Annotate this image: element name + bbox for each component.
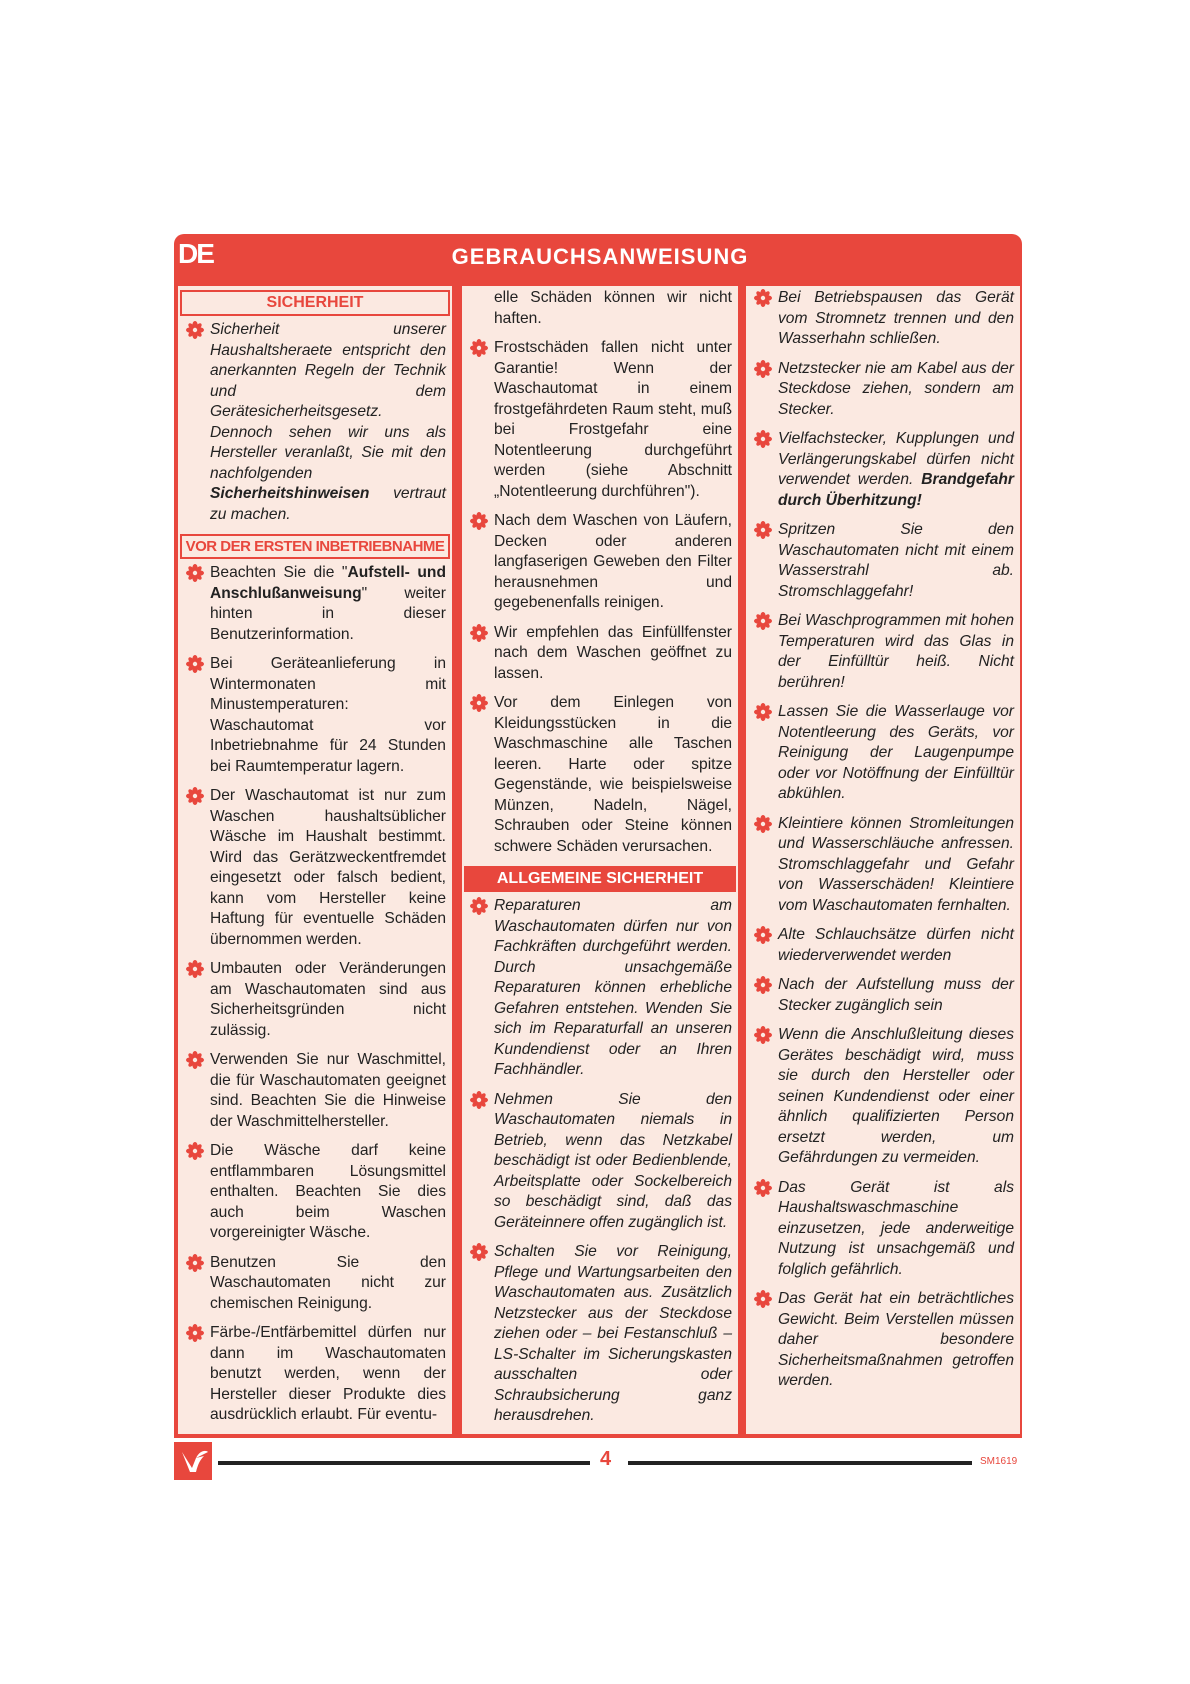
flower-bullet-icon — [186, 655, 204, 673]
flower-bullet-icon — [754, 360, 772, 378]
list-item — [746, 975, 1020, 1016]
item-text: Beachten Sie die " — [210, 564, 348, 581]
flower-bullet-icon — [186, 960, 204, 978]
flower-bullet-icon — [186, 564, 204, 582]
item-bold: Aufstell- und Anschlußanweisung — [210, 564, 446, 602]
page-title: GEBRAUCHSANWEISUNG — [451, 244, 749, 269]
item-text: Verwenden Sie nur Waschmittel, die für Waschautomaten geeignet sind. Beachten Sie die Hinweise der Waschmittelhersteller. — [210, 1051, 446, 1130]
item-text: Färbe-/Entfärbemittel dürfen nur dann im Waschautomaten benutzt werden, wenn der Hersteller dieser Produkte dies ausdrücklich erlaubt. Für eventu- — [210, 1324, 446, 1423]
list-item — [178, 563, 452, 645]
list-item — [178, 786, 452, 950]
column-3 — [746, 286, 1020, 1434]
flower-bullet-icon — [186, 321, 204, 339]
item-text: " weiter hinten in dieser Benutzerinformation. — [210, 584, 446, 643]
list-item — [178, 959, 452, 1041]
flower-bullet-icon — [754, 1179, 772, 1197]
item-text: Bei Waschprogrammen mit hohen Temperaturen wird das Glas in der Einfülltür heiß. Nicht berühren! — [778, 612, 1014, 691]
flower-bullet-icon — [470, 1091, 488, 1109]
list-item — [462, 338, 738, 502]
item-text: Schalten Sie vor Reinigung, Pflege und Wartungsarbeiten den Waschautomaten aus. Zusätzlich Netzstecker aus der Steckdose ziehen oder – bei Festanschluß – LS-Schalter im Sicherungskasten ausschalten oder Schraubsicherung ganz herausdrehen. — [494, 1243, 732, 1424]
flower-bullet-icon — [186, 1142, 204, 1160]
flower-bullet-icon — [754, 521, 772, 539]
section-title-allgemeine-sicherheit: ALLGEMEINE SICHERHEIT — [464, 866, 736, 892]
flower-bullet-icon — [470, 1243, 488, 1261]
item-text: Kleintiere können Stromleitungen und Wasserschläuche anfressen. Stromschlaggefahr und Gefahr von Wasserschäden! Kleintiere vom Waschautomaten fernhalten. — [778, 814, 1014, 914]
list-item — [178, 1323, 452, 1426]
item-text: Frostschäden fallen nicht unter Garantie! Wenn der Waschautomat in einem frostgefährdeten Raum steht, muß bei Frostgefahr eine Notentleerung durchgeführt werden (siehe Abschnitt „Notentleerung durchführen"). — [494, 339, 732, 500]
flower-bullet-icon — [754, 1026, 772, 1044]
item-text: Die Wäsche darf keine entflammbaren Lösungsmittel enthalten. Beachten Sie dies auch beim Waschen vorgereinigter Wäsche. — [210, 1142, 446, 1241]
footer-rule-right — [628, 1461, 972, 1465]
list-item — [462, 623, 738, 685]
flower-bullet-icon — [754, 430, 772, 448]
list-item — [178, 654, 452, 777]
brand-logo-icon — [174, 1442, 212, 1480]
item-text: Netzstecker nie am Kabel aus der Steckdose ziehen, sondern am Stecker. — [778, 359, 1014, 418]
list-item — [462, 896, 738, 1081]
list-item — [746, 1025, 1020, 1169]
language-code: DE — [178, 238, 213, 269]
list-item — [178, 1253, 452, 1315]
list-item — [746, 429, 1020, 511]
flower-bullet-icon — [754, 1290, 772, 1308]
list-item — [746, 702, 1020, 805]
item-text: Das Gerät ist als Haushaltswaschmaschine einzusetzen, jede anderweitige Nutzung ist unsachgemäß und folglich gefährlich. — [778, 1178, 1014, 1278]
list-item — [462, 1242, 738, 1427]
intro-text: Sicherheit unserer Haushaltsheraete entspricht den anerkannten Regeln der Technik und dem Gerätesicherheitsgesetz. Dennoch sehen wir uns als Hersteller veranlaßt, Sie mit den nachfolgenden — [210, 321, 446, 482]
list-item — [746, 520, 1020, 602]
item-text: Vor dem Einlegen von Kleidungsstücken in die Waschmaschine alle Taschen leeren. Harte oder spitze Gegenstände, wie beispielsweise Münzen, Nadeln, Nägel, Schrauben oder Steine können schwere Schäden verursachen. — [494, 694, 732, 855]
list-item — [746, 359, 1020, 421]
flower-bullet-icon — [186, 1324, 204, 1342]
item-text: elle Schäden können wir nicht haften. — [494, 289, 732, 327]
flower-bullet-icon — [754, 926, 772, 944]
list-item — [746, 611, 1020, 693]
section-title-erste-inbetriebnahme: VOR DER ERSTEN INBETRIEBNAHME — [180, 534, 450, 559]
item-text: Das Gerät hat ein beträchtliches Gewicht. Beim Verstellen müssen daher besondere Sicherheitsmaßnahmen getroffen werden. — [778, 1290, 1014, 1389]
item-text: Nach dem Waschen von Läufern, Decken oder anderen langfaserigen Geweben den Filter herausnehmen und gegebenenfalls reinigen. — [494, 512, 732, 611]
list-item — [462, 1090, 738, 1234]
document-code: SM1619 — [980, 1456, 1018, 1467]
flower-bullet-icon — [754, 815, 772, 833]
column-2 — [462, 286, 738, 1434]
list-item — [462, 693, 738, 857]
item-text: Reparaturen am Waschautomaten dürfen nur von Fachkräften durchgeführt werden. Durch unsachgemäße Reparaturen können erhebliche Gefahren entstehen. Wenden Sie sich im Reparaturfall an unseren Kundendienst oder an Ihren Fachhändler. — [494, 897, 732, 1078]
item-text: Spritzen Sie den Waschautomaten nicht mit einem Wasserstrahl ab. Stromschlaggefahr! — [778, 521, 1014, 600]
flower-bullet-icon — [470, 624, 488, 642]
item-text: Umbauten oder Veränderungen am Waschautomaten sind aus Sicherheitsgründen nicht zulässig. — [210, 960, 446, 1039]
list-item — [746, 1178, 1020, 1281]
footer-rule-left — [218, 1461, 590, 1465]
page-number: 4 — [600, 1448, 612, 1470]
list-item-continued — [462, 288, 738, 329]
intro-bold: Sicherheitshinweisen — [210, 485, 370, 502]
flower-bullet-icon — [470, 512, 488, 530]
item-text: Vielfachstecker, Kupplungen und Verlängerungskabel dürfen nicht verwendet werden. — [778, 430, 1014, 488]
item-text: Der Waschautomat ist nur zum Waschen haushaltsüblicher Wäsche im Haushalt bestimmt. Wird das Gerätzweckentfremdet eingesetzt oder falsch bedient, kann vom Hersteller keine Haftung für eventuelle Schäden übernommen werden. — [210, 787, 446, 948]
item-text: Lassen Sie die Wasserlauge vor Notentleerung des Geräts, vor Reinigung der Laugenpumpe oder vor Notöffnung der Einfülltür abkühlen. — [778, 703, 1014, 802]
list-item — [746, 288, 1020, 350]
column-1 — [178, 286, 452, 1434]
item-text: Benutzen Sie den Waschautomaten nicht zur chemischen Reinigung. — [210, 1253, 446, 1312]
flower-bullet-icon — [470, 694, 488, 712]
list-item — [746, 925, 1020, 966]
flower-bullet-icon — [470, 339, 488, 357]
intro-end: vertraut zu machen. — [210, 485, 446, 523]
item-text: Nehmen Sie den Waschautomaten niemals in Betrieb, wenn das Netzkabel beschädigt ist oder Bedienblende, Arbeitsplatte oder Sockelbereich so beschädigt sind, daß das Geräteinnere offen zugänglich ist. — [494, 1090, 732, 1231]
flower-bullet-icon — [754, 976, 772, 994]
flower-bullet-icon — [754, 289, 772, 307]
flower-bullet-icon — [470, 897, 488, 915]
item-text: Bei Betriebspausen das Gerät vom Stromnetz trennen und den Wasserhahn schließen. — [778, 289, 1014, 347]
list-item — [178, 320, 452, 525]
flower-bullet-icon — [186, 1051, 204, 1069]
flower-bullet-icon — [186, 1254, 204, 1272]
item-text: Bei Geräteanlieferung in Wintermonaten mit Minustemperaturen: Waschautomat vor Inbetriebnahme für 24 Stunden bei Raumtemperatur lagern. — [210, 655, 446, 775]
item-text: Alte Schlauchsätze dürfen nicht wiederverwendet werden — [778, 926, 1014, 964]
list-item — [462, 511, 738, 614]
flower-bullet-icon — [754, 703, 772, 721]
list-item — [746, 1289, 1020, 1392]
list-item — [178, 1050, 452, 1132]
item-text: Wenn die Anschlußleitung dieses Gerätes beschädigt wird, muss sie durch den Hersteller oder seinen Kundendienst oder einer ähnlich qualifizierten Person ersetzt werden, um Gefährdungen zu vermeiden. — [778, 1026, 1014, 1166]
flower-bullet-icon — [186, 787, 204, 805]
section-title-sicherheit: SICHERHEIT — [180, 290, 450, 316]
item-text: Wir empfehlen das Einfüllfenster nach dem Waschen geöffnet zu lassen. — [494, 623, 732, 682]
flower-bullet-icon — [754, 612, 772, 630]
item-text: Nach der Aufstellung muss der Stecker zugänglich sein — [778, 976, 1014, 1014]
list-item — [178, 1141, 452, 1244]
item-bold: Brandgefahr durch Überhitzung! — [778, 471, 1014, 509]
list-item — [746, 814, 1020, 917]
